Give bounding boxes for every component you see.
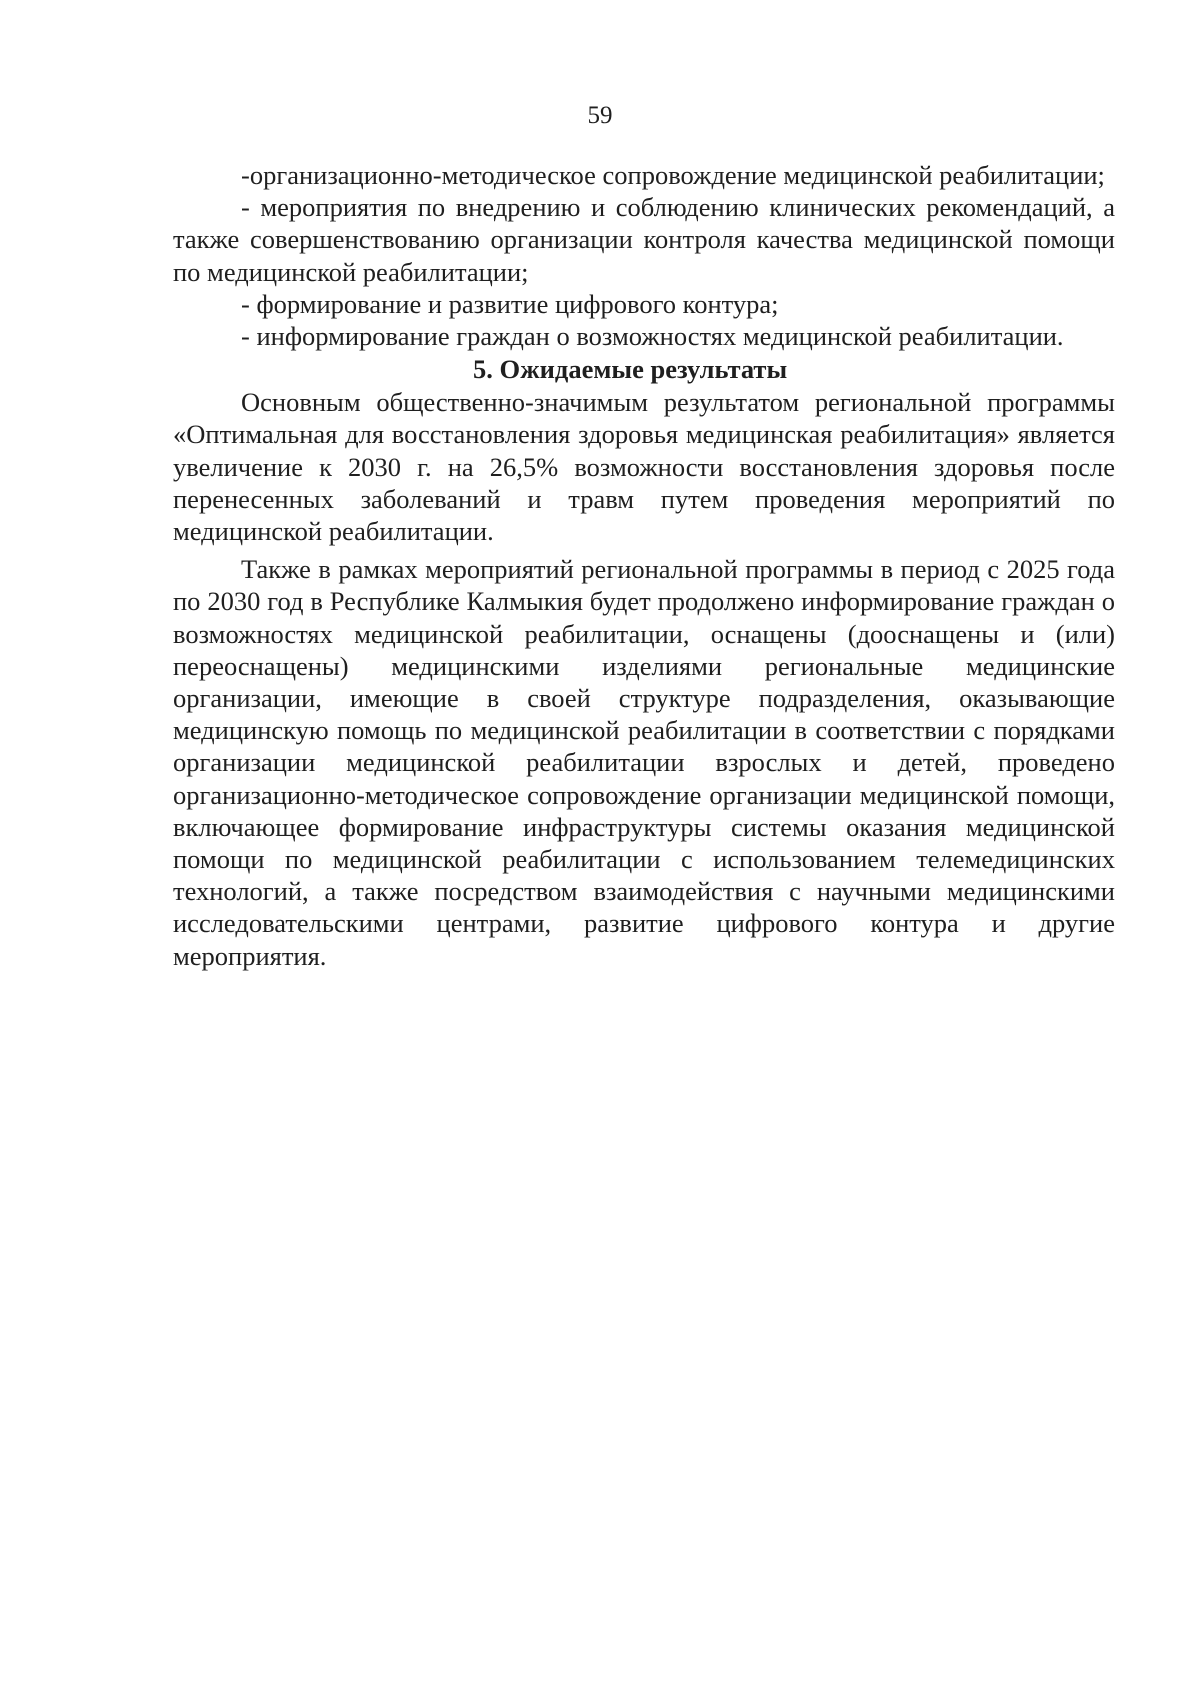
- page-content: [173, 159, 1115, 972]
- section-heading: 5. Ожидаемые результаты: [473, 354, 788, 385]
- list-item: - мероприятия по внедрению и соблюдению клинических рекомендаций, а также совершенствованию организации контроля качества медицинской помощи по медицинской реабилитации;: [173, 192, 1115, 287]
- page-number: 59: [587, 102, 613, 129]
- paragraph: Также в рамках мероприятий региональной программы в период с 2025 года по 2030 год в Республике Калмыкия будет продолжено информирование граждан о возможностях медицинской реабилитации, оснащены (дооснащены и (или) переоснащены) медицинскими изделиями региональные медицинские организации, имеющие в своей структуре подразделения, оказывающие медицинскую помощь по медицинской реабилитации в соответствии с порядками организации медицинской реабилитации взрослых и детей, проведено организационно-методическое сопровождение организации медицинской помощи, включающее формирование инфраструктуры системы оказания медицинской помощи по медицинской реабилитации с использованием телемедицинских технологий, а также посредством взаимодействия с научными медицинскими исследовательскими центрами, развитие цифрового контура и другие мероприятия.: [173, 554, 1115, 971]
- paragraph: Основным общественно-значимым результатом региональной программы «Оптимальная для восстановления здоровья медицинская реабилитация» является увеличение к 2030 г. на 26,5% возможности восстановления здоровья после перенесенных заболеваний и травм путем проведения мероприятий по медицинской реабилитации.: [173, 387, 1115, 547]
- list-item: -организационно-методическое сопровождение медицинской реабилитации;: [241, 160, 1105, 190]
- list-item: - формирование и развитие цифрового контура;: [241, 288, 779, 319]
- list-item: - информирование граждан о возможностях медицинской реабилитации.: [241, 321, 1064, 352]
